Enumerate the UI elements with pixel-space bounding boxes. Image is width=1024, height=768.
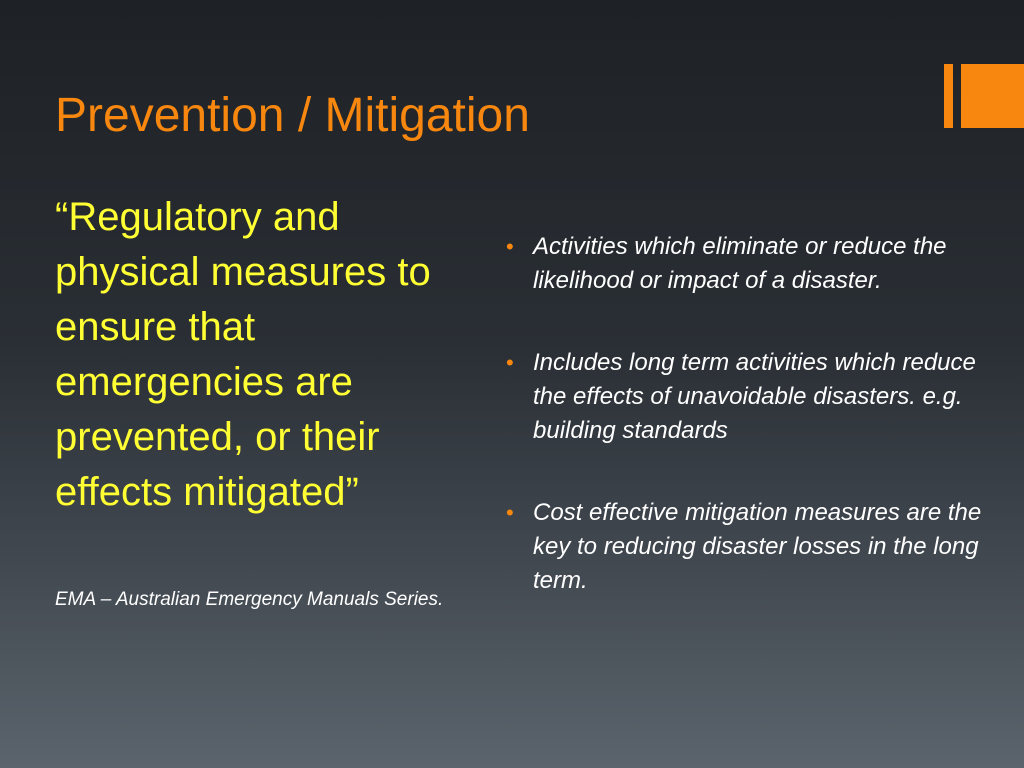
- bullet-marker: •: [506, 234, 514, 259]
- accent-bar-thick: [961, 64, 1024, 128]
- definition-quote: “Regulatory and physical measures to ensure that emergencies are prevented, or their effects mitigated”: [55, 195, 431, 514]
- accent-bar-thin: [944, 64, 953, 128]
- bullet-marker: •: [506, 500, 514, 525]
- bullet-item: [506, 346, 996, 448]
- bullet-list: [506, 230, 996, 646]
- bullet-text: Activities which eliminate or reduce the likelihood or impact of a disaster.: [533, 233, 947, 294]
- bullet-text: Cost effective mitigation measures are the key to reducing disaster losses in the long term.: [533, 499, 982, 594]
- bullet-text: Includes long term activities which reduce the effects of unavoidable disasters. e.g. building standards: [533, 349, 976, 444]
- corner-accent-mark: [944, 64, 1024, 128]
- bullet-item: [506, 230, 996, 298]
- bullet-item: [506, 496, 996, 598]
- slide-title: Prevention / Mitigation: [55, 89, 530, 142]
- bullet-marker: •: [506, 350, 514, 375]
- quote-source: EMA – Australian Emergency Manuals Series.: [55, 589, 444, 610]
